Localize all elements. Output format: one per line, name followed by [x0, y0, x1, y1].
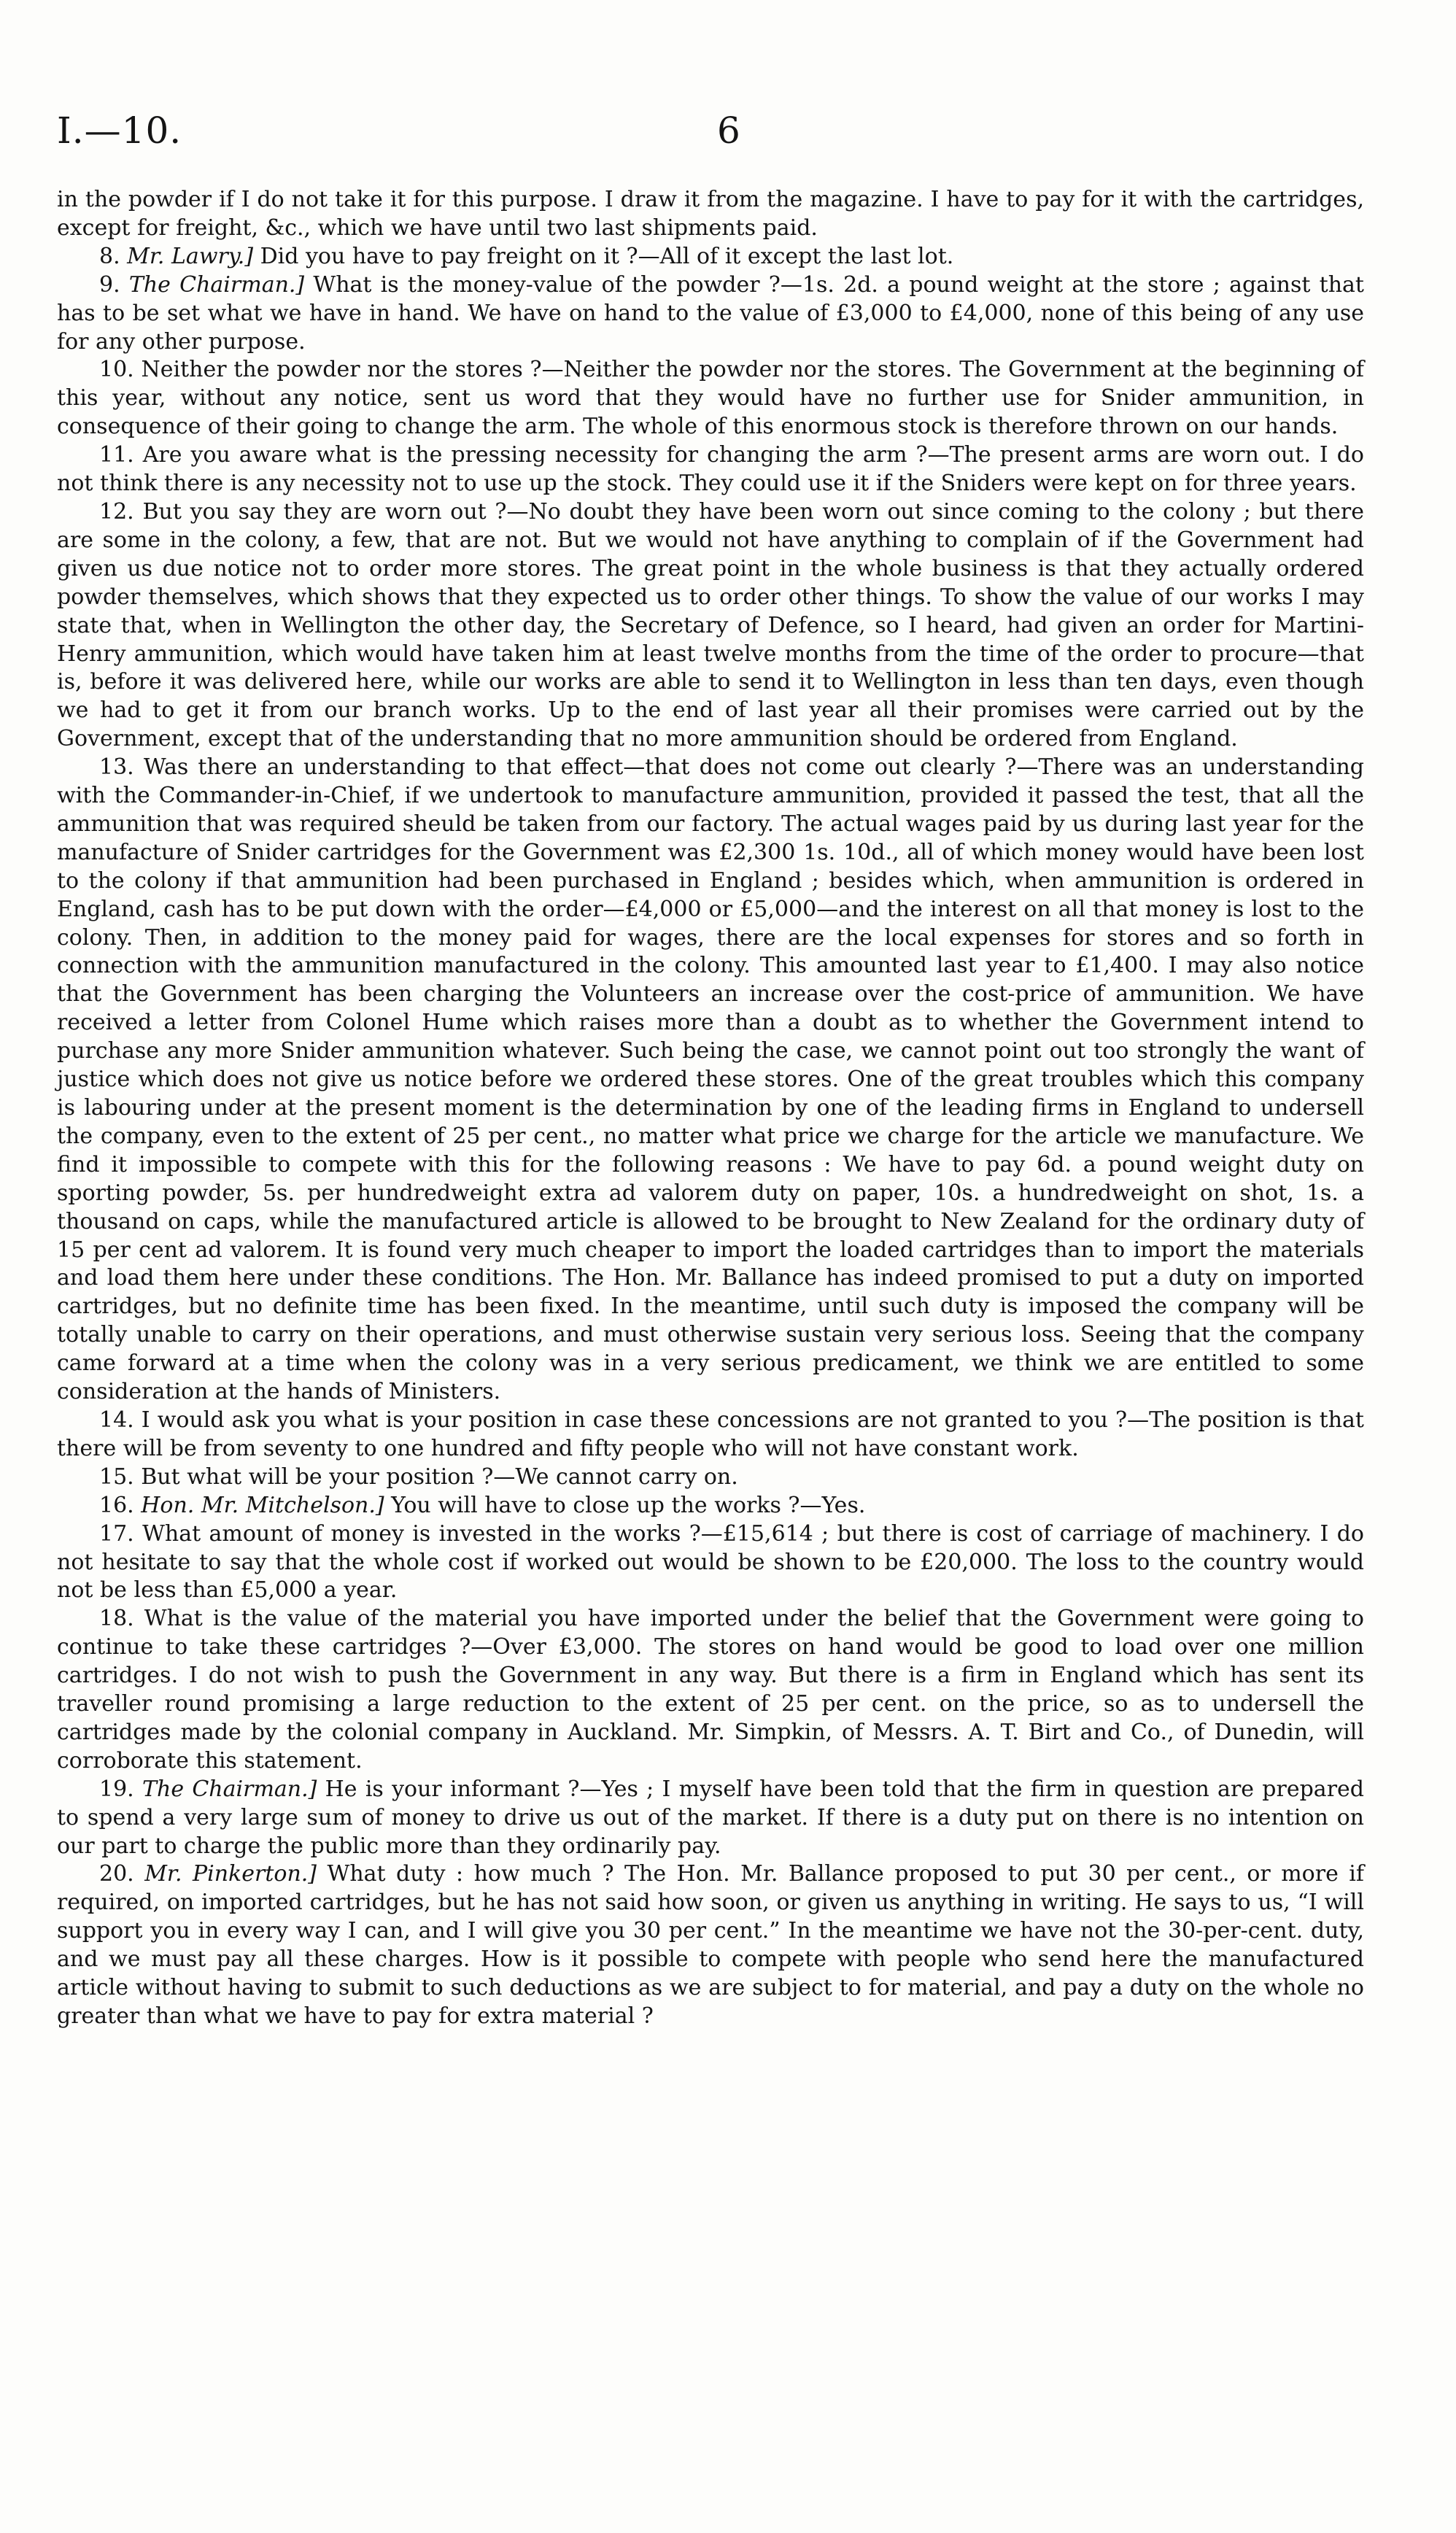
paragraph-11	[57, 441, 1364, 498]
paragraph-text: Are you aware what is the pressing necessity for changing the arm ?—The present arms are worn out. I do not think there is any necessity not to use up the stock. They could use it if the Sniders were kept on for three years.	[57, 442, 1364, 497]
paragraph-number: 19.	[99, 1776, 134, 1802]
paragraph-text: You will have to close up the works ?—Yes.	[391, 1492, 866, 1518]
speaker-name: Mr. Pinkerton.]	[144, 1861, 317, 1887]
paragraph-12	[57, 498, 1364, 754]
document-reference: I.—10.	[57, 109, 182, 152]
document-body	[57, 186, 1364, 2031]
paragraph-14	[57, 1407, 1364, 1463]
speaker-name: Hon. Mr. Mitchelson.]	[141, 1492, 384, 1518]
paragraph-number: 17.	[99, 1520, 134, 1547]
paragraph-number: 13.	[99, 754, 134, 781]
paragraph-text: What is the money-value of the powder ?—1s. 2d. a pound weight at the store ; against that has to be set what we have in hand. We have on hand to the value of £3,000 to £4,000, none of this being of any use for any other purpose.	[57, 271, 1364, 355]
speaker-name: Mr. Lawry.]	[127, 243, 254, 269]
speaker-name: The Chairman.]	[142, 1776, 317, 1802]
paragraph-18	[57, 1605, 1364, 1775]
paragraph-13	[57, 754, 1364, 1407]
paragraph-text: What duty : how much ? The Hon. Mr. Ballance proposed to put 30 per cent., or more if required, on imported cartridges, but he has not said how soon, or given us anything in writing. He says to us, “I will support you in every way I can, and I will give you 30 per cent.” In the meantime we have not the 30-per-cent. duty, and we must pay all these charges. How is it possible to compete with people who send here the manufactured article without having to submit to such deductions as we are subject to for material, and pay a duty on the whole no greater than what we have to pay for extra material ?	[57, 1861, 1364, 2029]
paragraph-number: 9.	[99, 271, 120, 298]
paragraph-text: Neither the powder nor the stores ?—Neither the powder nor the stores. The Government at the beginning of this year, without any notice, sent us word that they would have no further use for Snider ammunition, in consequence of their going to change the arm. The whole of this enormous stock is therefore thrown on our hands.	[57, 357, 1364, 440]
page-header	[57, 109, 1399, 153]
paragraph-17	[57, 1520, 1364, 1606]
paragraph-text: He is your informant ?—Yes ; I myself have been told that the firm in question are prepared to spend a very large sum of money to drive us out of the market. If there is a duty put on there is no intention on our part to charge the public more than they ordinarily pay.	[57, 1776, 1364, 1859]
paragraph-text: in the powder if I do not take it for this purpose. I draw it from the magazine. I have to pay for it with the cartridges, except for freight, &c., which we have until two last shipments paid.	[57, 187, 1364, 241]
paragraph-number: 15.	[99, 1463, 134, 1490]
paragraph-text: What is the value of the material you have imported under the belief that the Government were going to continue to take these cartridges ?—Over £3,000. The stores on hand would be good to load over one million cartridges. I do not wish to push the Government in any way. But there is a firm in England which has sent its traveller round promising a large reduction to the extent of 25 per cent. on the price, so as to undersell the cartridges made by the colonial company in Auckland. Mr. Simpkin, of Messrs. A. T. Birt and Co., of Dunedin, will corroborate this statement.	[57, 1606, 1364, 1774]
paragraph-20	[57, 1860, 1364, 2030]
paragraph-number: 16.	[99, 1492, 134, 1518]
paragraph-number: 20.	[99, 1861, 134, 1887]
paragraph-16	[57, 1492, 1364, 1520]
paragraph-19	[57, 1776, 1364, 1861]
paragraph-number: 10.	[99, 357, 134, 383]
paragraph-text: But what will be your position ?—We cannot carry on.	[141, 1463, 738, 1490]
paragraph-text: I would ask you what is your position in case these concessions are not granted to you ?—The position is that there will be from seventy to one hundred and fifty people who will not have constant work.	[57, 1407, 1364, 1461]
paragraph-number: 14.	[99, 1407, 134, 1433]
paragraph-10	[57, 356, 1364, 441]
paragraph-text: But you say they are worn out ?—No doubt they have been worn out since coming to the colony ; but there are some in the colony, a few, that are not. But we would not have anything to complain of if the Government had given us due notice not to order more stores. The great point in the whole business is that they actually ordered powder themselves, which shows that they expected us to order other things. To show the value of our works I may state that, when in Wellington the other day, the Secretary of Defence, so I heard, had given an order for Martini-Henry ammunition, which would have taken him at least twelve months from the time of the order to procure—that is, before it was delivered here, while our works are able to send it to Wellington in less than ten days, even though we had to get it from our branch works. Up to the end of last year all their promises were carried out by the Government, except that of the understanding that no more ammunition should be ordered from England.	[57, 498, 1364, 752]
paragraph-text: Did you have to pay freight on it ?—All of it except the last lot.	[260, 243, 954, 269]
paragraph-8	[57, 243, 1364, 271]
paragraph-continuation	[57, 186, 1364, 243]
paragraph-9	[57, 271, 1364, 357]
paragraph-number: 12.	[99, 498, 134, 525]
paragraph-number: 8.	[99, 243, 120, 269]
paragraph-text: Was there an understanding to that effect—that does not come out clearly ?—There was an understanding with the Commander-in-Chief, if we undertook to manufacture ammunition, provided it passed the test, that all the ammunition that was required sheuld be taken from our factory. The actual wages paid by us during last year for the manufacture of Snider cartridges for the Government was £2,300 1s. 10d., all of which money would have been lost to the colony if that ammunition had been purchased in England ; besides which, when ammunition is ordered in England, cash has to be put down with the order—£4,000 or £5,000—and the interest on all that money is lost to the colony. Then, in addition to the money paid for wages, there are the local expenses for stores and so forth in connection with the ammunition manufactured in the colony. This amounted last year to £1,400. I may also notice that the Government has been charging the Volunteers an increase over the cost-price of ammunition. We have received a letter from Colonel Hume which raises more than a doubt as to whether the Government intend to purchase any more Snider ammunition whatever. Such being the case, we cannot point out too strongly the want of justice which does not give us notice before we ordered these stores. One of the great troubles which this company is labouring under at the present moment is the determination by one of the leading firms in England to undersell the company, even to the extent of 25 per cent., no matter what price we charge for the article we manufacture. We find it impossible to compete with this for the following reasons : We have to pay 6d. a pound weight duty on sporting powder, 5s. per hundredweight extra ad valorem duty on paper, 10s. a hundredweight on shot, 1s. a thousand on caps, while the manufactured article is allowed to be brought to New Zealand for the ordinary duty of 15 per cent ad valorem. It is found very much cheaper to import the loaded cartridges than to import the materials and load them here under these conditions. The Hon. Mr. Ballance has indeed promised to put a duty on imported cartridges, but no definite time has been fixed. In the meantime, until such duty is imposed the company will be totally unable to carry on their operations, and must otherwise sustain very serious loss. Seeing that the company came forward at a time when the colony was in a very serious predicament, we think we are entitled to some consideration at the hands of Ministers.	[57, 754, 1364, 1405]
speaker-name: The Chairman.]	[128, 271, 305, 298]
paragraph-number: 11.	[99, 442, 134, 468]
paragraph-number: 18.	[99, 1606, 134, 1632]
paragraph-text: What amount of money is invested in the works ?—£15,614 ; but there is cost of carriage of machinery. I do not hesitate to say that the whole cost if worked out would be shown to be £20,000. The loss to the country would not be less than £5,000 a year.	[57, 1520, 1364, 1604]
paragraph-15	[57, 1463, 1364, 1492]
page-number: 6	[717, 109, 740, 152]
